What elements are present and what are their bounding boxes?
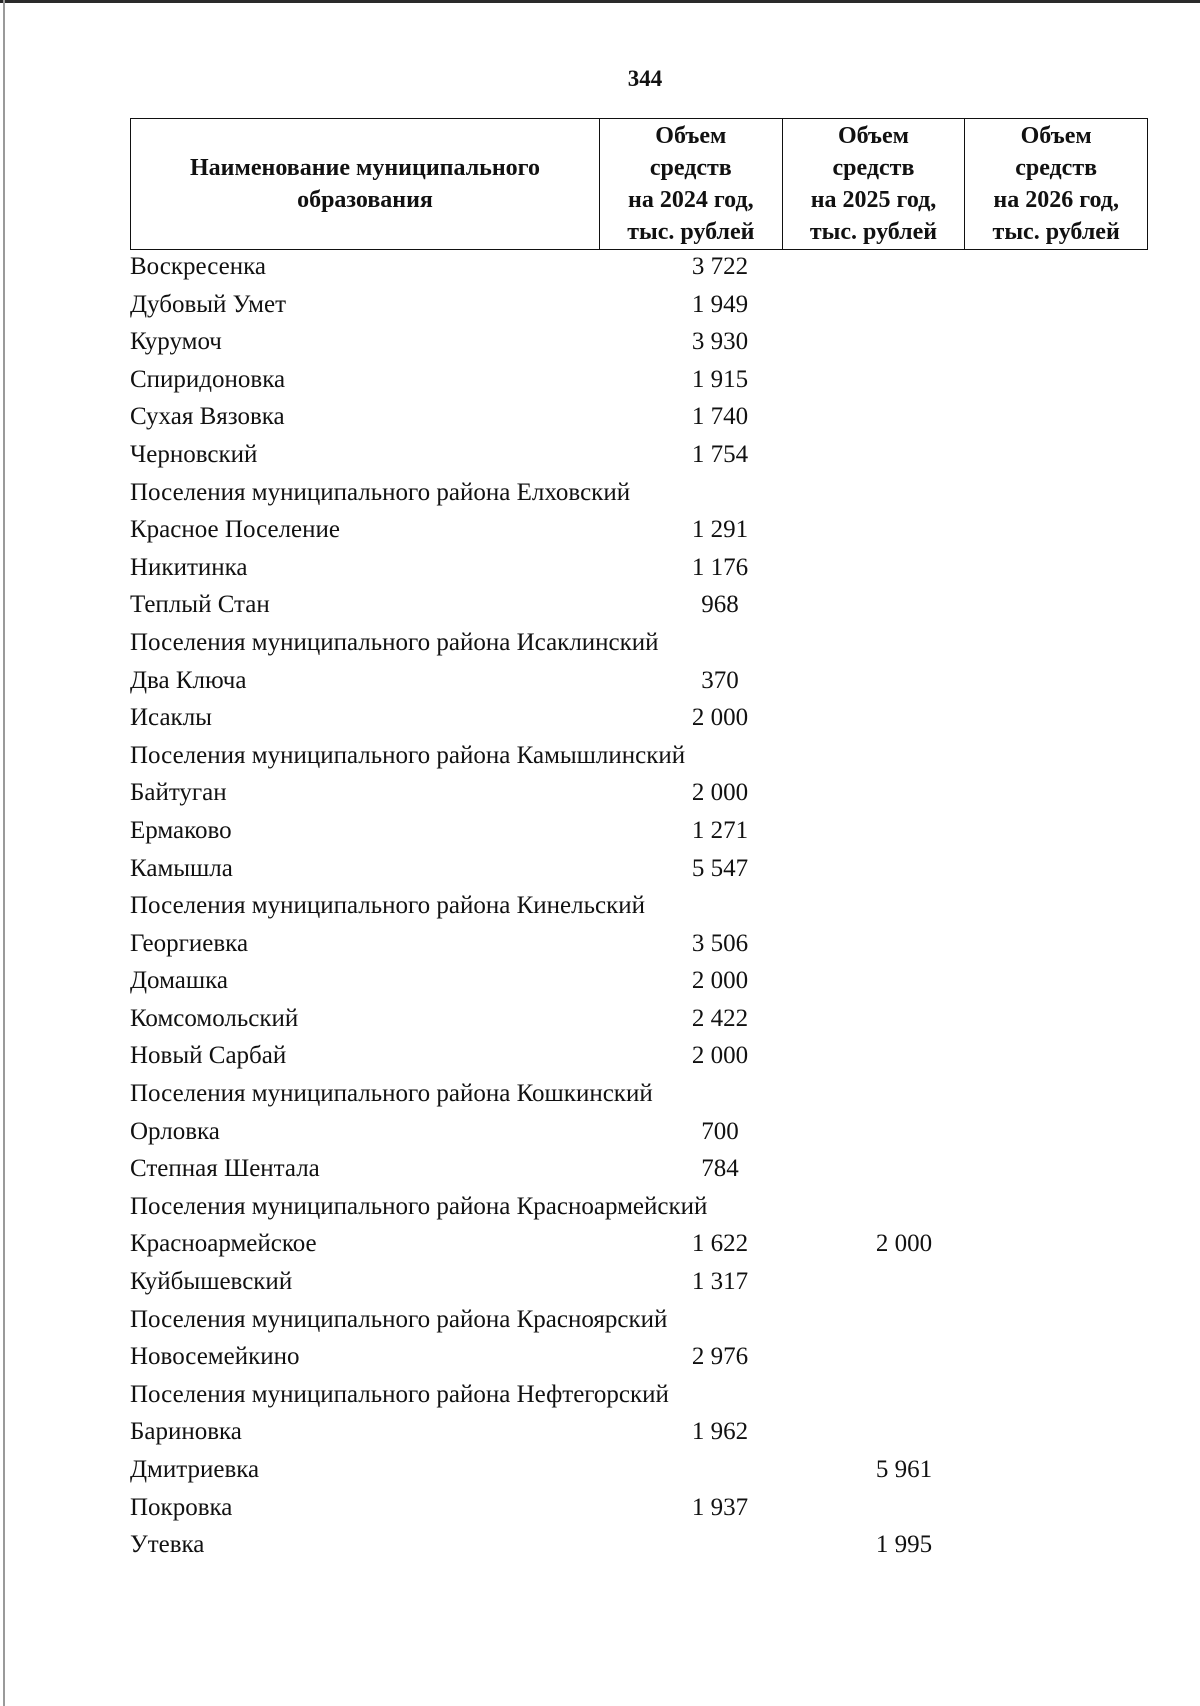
value-2024: 1 754 bbox=[691, 440, 749, 468]
value-2024: 700 bbox=[701, 1117, 739, 1145]
municipality-name: Бариновка bbox=[130, 1418, 242, 1446]
value-2024: 2 000 bbox=[691, 967, 749, 995]
municipality-name: Байтуган bbox=[130, 779, 227, 807]
header-2026-line: на 2026 год, bbox=[993, 187, 1119, 213]
header-2024-line: на 2024 год, bbox=[628, 187, 754, 213]
table-row bbox=[130, 1451, 1148, 1489]
group-heading: Поселения муниципального района Кошкинский bbox=[130, 1080, 653, 1108]
group-heading-row bbox=[130, 474, 1148, 512]
header-volume-2026 bbox=[965, 119, 1148, 250]
header-2025-line: Объем bbox=[837, 123, 910, 149]
value-2024: 3 722 bbox=[691, 253, 749, 280]
value-2024: 1 176 bbox=[691, 553, 749, 581]
table-row bbox=[130, 1113, 1148, 1151]
municipality-name: Степная Шентала bbox=[130, 1155, 320, 1183]
table-row bbox=[130, 323, 1148, 361]
municipality-name: Никитинка bbox=[130, 553, 248, 581]
header-volume-2025 bbox=[782, 119, 965, 250]
value-2024: 1 937 bbox=[691, 1493, 749, 1521]
value-2024: 1 949 bbox=[691, 290, 749, 318]
municipality-name: Курумоч bbox=[130, 328, 222, 356]
municipality-name: Георгиевка bbox=[130, 929, 249, 957]
table-row bbox=[130, 511, 1148, 549]
table-row bbox=[130, 398, 1148, 436]
table-row bbox=[130, 549, 1148, 587]
value-2024: 1 740 bbox=[691, 403, 749, 431]
municipality-name: Комсомольский bbox=[130, 1004, 299, 1032]
municipality-name: Красное Поселение bbox=[130, 516, 340, 544]
group-heading: Поселения муниципального района Красноармейский bbox=[130, 1192, 708, 1220]
group-heading-row bbox=[130, 737, 1148, 775]
group-heading-row bbox=[130, 1188, 1148, 1226]
municipality-name: Куйбышевский bbox=[130, 1268, 293, 1296]
group-heading-row bbox=[130, 1301, 1148, 1339]
value-2024: 2 000 bbox=[691, 704, 749, 732]
table-row bbox=[130, 699, 1148, 737]
value-2024: 3 930 bbox=[691, 328, 749, 356]
value-2024: 1 915 bbox=[691, 365, 749, 393]
table-body bbox=[130, 248, 1148, 1564]
table-row bbox=[130, 1037, 1148, 1075]
table-row bbox=[130, 662, 1148, 700]
municipality-name: Домашка bbox=[130, 967, 228, 995]
group-heading-row bbox=[130, 624, 1148, 662]
group-heading: Поселения муниципального района Исаклинский bbox=[130, 628, 659, 656]
left-border-line bbox=[3, 0, 5, 1706]
table-row bbox=[130, 925, 1148, 963]
value-2024: 1 271 bbox=[691, 816, 749, 844]
group-heading: Поселения муниципального района Красноярский bbox=[130, 1305, 668, 1333]
table-row bbox=[130, 1000, 1148, 1038]
table-row bbox=[130, 1489, 1148, 1527]
header-2026-line: Объем bbox=[1020, 123, 1092, 149]
table-row bbox=[130, 286, 1148, 324]
group-heading-row bbox=[130, 887, 1148, 925]
header-2024-line: средств bbox=[649, 155, 732, 181]
value-2024: 968 bbox=[701, 591, 739, 619]
municipality-name: Два Ключа bbox=[130, 666, 247, 694]
table-row bbox=[130, 436, 1148, 474]
value-2024: 1 317 bbox=[691, 1268, 749, 1296]
municipality-name: Ермаково bbox=[130, 816, 232, 844]
table-row bbox=[130, 962, 1148, 1000]
table-row bbox=[130, 1150, 1148, 1188]
table-row bbox=[130, 586, 1148, 624]
group-heading-row bbox=[130, 1376, 1148, 1414]
table-header bbox=[130, 118, 1148, 250]
value-2024: 3 506 bbox=[691, 929, 749, 957]
municipality-name: Сухая Вязовка bbox=[130, 403, 285, 431]
table-row bbox=[130, 1526, 1148, 1564]
value-2024: 2 976 bbox=[691, 1343, 749, 1371]
municipality-name: Спиридоновка bbox=[130, 365, 286, 393]
municipality-name: Орловка bbox=[130, 1117, 220, 1145]
value-2024: 2 000 bbox=[691, 1042, 749, 1070]
header-2026-line: тыс. рублей bbox=[992, 219, 1120, 245]
table-row bbox=[130, 248, 1148, 286]
header-2026-line: средств bbox=[1015, 155, 1098, 181]
header-volume-2024 bbox=[600, 119, 783, 250]
group-heading: Поселения муниципального района Камышлинский bbox=[130, 741, 686, 769]
table-row bbox=[130, 812, 1148, 850]
header-2025-line: на 2025 год, bbox=[810, 187, 937, 213]
header-2025-line: тыс. рублей bbox=[809, 219, 938, 245]
table-row bbox=[130, 1225, 1148, 1263]
table-row bbox=[130, 1413, 1148, 1451]
table-row bbox=[130, 850, 1148, 888]
header-2024-line: Объем bbox=[655, 123, 727, 149]
value-2024: 5 547 bbox=[691, 854, 749, 882]
value-2024: 2 422 bbox=[691, 1004, 749, 1032]
municipality-name: Утевка bbox=[130, 1531, 205, 1559]
municipality-name: Новый Сарбай bbox=[130, 1042, 287, 1070]
value-2024: 1 622 bbox=[691, 1230, 749, 1258]
table-row bbox=[130, 361, 1148, 399]
municipality-name: Камышла bbox=[130, 854, 233, 882]
table-row bbox=[130, 1263, 1148, 1301]
municipality-name: Черновский bbox=[130, 440, 258, 468]
municipality-name: Дубовый Умет bbox=[130, 290, 287, 318]
municipality-name: Новосемейкино bbox=[130, 1343, 300, 1371]
value-2025: 1 995 bbox=[875, 1531, 933, 1559]
header-2024-line: тыс. рублей bbox=[627, 219, 755, 245]
page-number: 344 bbox=[627, 66, 663, 91]
top-border-line bbox=[0, 0, 1200, 3]
value-2024: 2 000 bbox=[691, 779, 749, 807]
municipality-name: Покровка bbox=[130, 1493, 233, 1521]
municipality-name: Исаклы bbox=[130, 704, 212, 732]
group-heading: Поселения муниципального района Елховский bbox=[130, 478, 631, 506]
header-municipality-name: Наименование муниципального образования bbox=[131, 119, 600, 250]
table-row bbox=[130, 1338, 1148, 1376]
municipality-name: Дмитриевка bbox=[130, 1456, 260, 1483]
table-row bbox=[130, 774, 1148, 812]
municipality-name: Теплый Стан bbox=[130, 591, 270, 619]
value-2024: 1 962 bbox=[691, 1418, 749, 1446]
value-2024: 370 bbox=[701, 666, 739, 694]
municipality-name: Воскресенка bbox=[130, 253, 266, 280]
value-2024: 784 bbox=[701, 1155, 739, 1183]
header-2025-line: средств bbox=[832, 155, 915, 181]
municipality-name: Красноармейское bbox=[130, 1230, 317, 1258]
value-2024: 1 291 bbox=[691, 516, 749, 544]
value-2025: 5 961 bbox=[875, 1456, 933, 1483]
value-2025: 2 000 bbox=[875, 1230, 933, 1258]
group-heading: Поселения муниципального района Кинельский bbox=[130, 892, 646, 920]
group-heading: Поселения муниципального района Нефтегорский bbox=[130, 1380, 669, 1408]
group-heading-row bbox=[130, 1075, 1148, 1113]
